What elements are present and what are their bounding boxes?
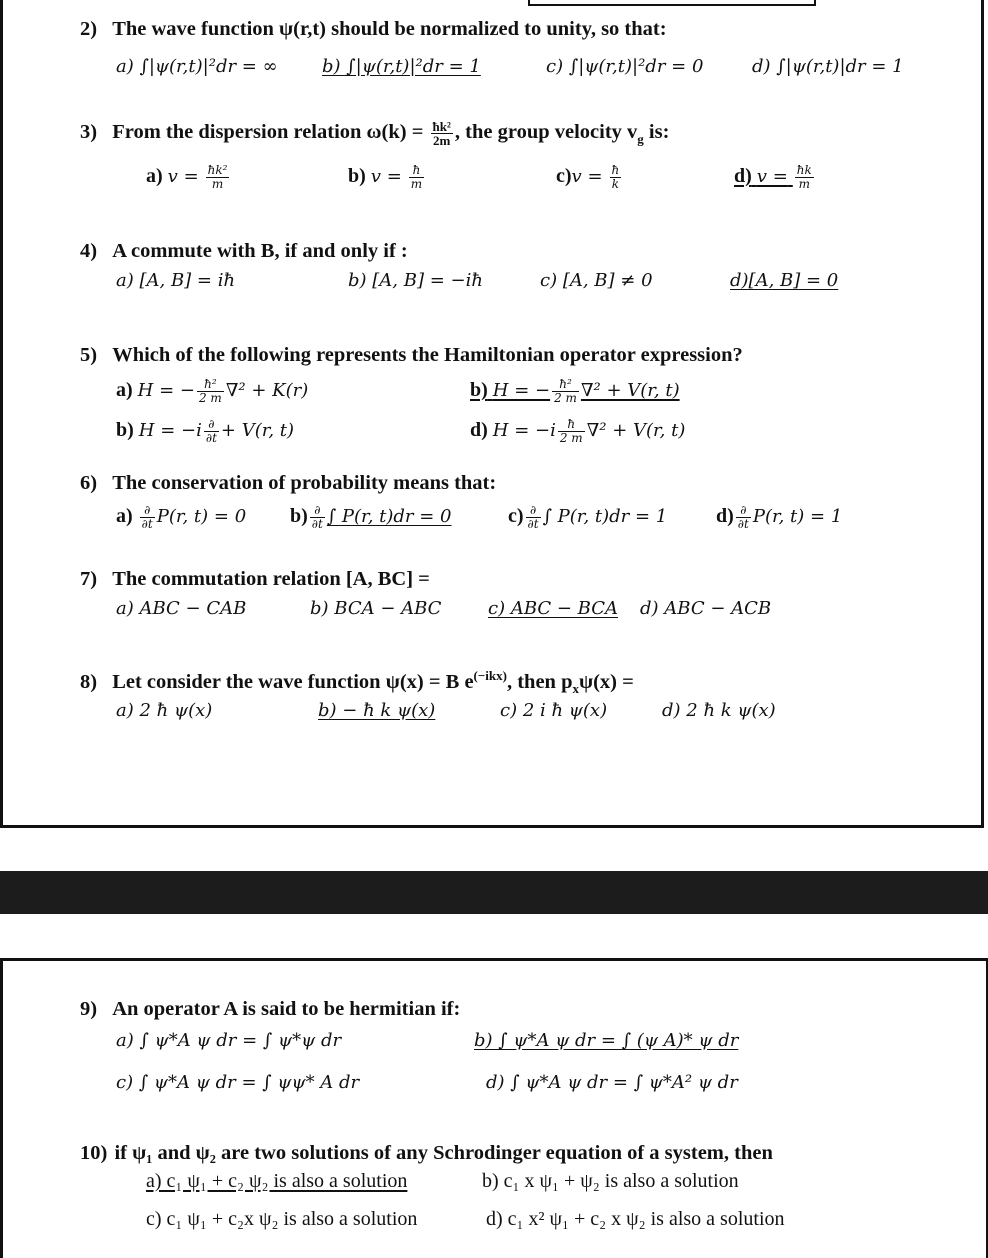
option-c[interactable] xyxy=(556,164,623,191)
fraction-denominator: ∂t xyxy=(527,517,539,531)
option-b[interactable] xyxy=(470,378,680,405)
question-number: 8) xyxy=(80,670,98,693)
fraction-denominator: k xyxy=(611,177,620,191)
fraction-denominator: 2 m xyxy=(559,431,583,445)
top-tab-edge xyxy=(528,0,816,6)
question-stem-end: is: xyxy=(643,121,670,144)
superscript: (−ikx) xyxy=(473,668,507,683)
question-number: 5) xyxy=(80,344,98,366)
question-3 xyxy=(80,120,669,147)
fraction-denominator: m xyxy=(410,177,423,191)
option-letter: a) xyxy=(116,379,133,402)
fraction-numerator: ħ xyxy=(558,418,585,432)
option-c[interactable]: c) ∫ ψ*A ψ dr = ∫ ψψ* A dr xyxy=(116,1072,360,1093)
option-rhs: + V(r, t) xyxy=(220,420,295,442)
option-c[interactable] xyxy=(116,418,294,445)
option-a[interactable]: a) 2 ħ ψ(x) xyxy=(116,700,213,721)
question-2 xyxy=(80,18,667,41)
option-letter: d) xyxy=(734,165,752,188)
fraction-numerator: ħ xyxy=(409,164,424,178)
question-number: 9) xyxy=(80,998,98,1020)
fraction-numerator: ∂ xyxy=(310,504,325,518)
question-4 xyxy=(80,240,408,263)
option-lhs: H = −i xyxy=(492,420,556,442)
option-a[interactable] xyxy=(116,504,246,531)
option-d[interactable]: d) c₁ x² ψ₁ + c₂ x ψ₂ is also a solution xyxy=(486,1208,785,1230)
option-lhs: v = xyxy=(370,166,402,188)
option-c[interactable]: c) ∫|ψ(r,t)|²dr = 0 xyxy=(546,56,704,77)
option-d[interactable]: d) ABC − ACB xyxy=(640,598,772,619)
question-stem: Let consider the wave function ψ(x) = B e xyxy=(112,670,474,693)
option-d[interactable]: d) ∫|ψ(r,t)|dr = 1 xyxy=(752,56,904,77)
option-b[interactable]: b) c₁ x ψ₁ + ψ₂ is also a solution xyxy=(482,1170,739,1192)
option-b[interactable]: b) ∫ ψ*A ψ dr = ∫ (ψ A)* ψ dr xyxy=(474,1030,739,1051)
option-rhs: ∇² + V(r, t) xyxy=(586,420,686,442)
option-c[interactable]: c) [A, B] ≠ 0 xyxy=(540,270,653,291)
option-a[interactable]: a) ABC − CAB xyxy=(116,598,247,619)
option-letter: a) xyxy=(116,505,133,528)
option-lhs: v = xyxy=(571,166,603,188)
fraction-denominator: ∂t xyxy=(205,431,217,445)
question-stem: The conservation of probability means that: xyxy=(112,472,497,494)
page-separator xyxy=(0,871,988,914)
option-letter: b) xyxy=(348,165,366,188)
option-lhs: v = xyxy=(167,166,199,188)
question-stem-cont: , then p xyxy=(506,670,573,693)
subscript: g xyxy=(637,131,644,147)
question-stem: An operator A is said to be hermitian if: xyxy=(112,998,461,1020)
fraction-numerator: ħk xyxy=(796,163,812,177)
option-c[interactable]: c) 2 i ħ ψ(x) xyxy=(500,700,608,721)
option-b[interactable] xyxy=(348,164,426,191)
option-b[interactable]: b) BCA − ABC xyxy=(310,598,442,619)
fraction-numerator: ħ² xyxy=(552,378,579,392)
option-d[interactable]: d) ∫ ψ*A ψ dr = ∫ ψ*A² ψ dr xyxy=(486,1072,738,1093)
option-b[interactable]: b) − ħ k ψ(x) xyxy=(318,700,436,721)
fraction-denominator: m xyxy=(211,177,224,191)
option-a[interactable] xyxy=(116,378,308,405)
option-a[interactable]: a) ∫ ψ*A ψ dr = ∫ ψ*ψ dr xyxy=(116,1030,342,1051)
option-rhs: ∫ P(r, t)dr = 0 xyxy=(326,506,452,528)
option-rhs: ∫ P(r, t)dr = 1 xyxy=(542,506,668,528)
fraction-denominator: 2 m xyxy=(554,391,577,405)
option-letter: a) xyxy=(146,165,163,188)
question-number: 4) xyxy=(80,240,98,262)
fraction-numerator: ħ xyxy=(611,163,620,177)
option-a[interactable]: a) c₁ ψ₁ + c₂ ψ₂ is also a solution xyxy=(146,1170,408,1192)
option-lhs: v = xyxy=(756,166,788,188)
fraction-numerator: ∂ xyxy=(140,504,155,518)
question-stem: if ψ₁ and ψ₂ are two solutions of any Schrodinger equation of a system, then xyxy=(114,1142,773,1164)
question-6 xyxy=(80,472,496,495)
question-stem: Which of the following represents the Hamiltonian operator expression? xyxy=(112,344,743,366)
option-letter: c) xyxy=(556,165,572,188)
question-stem: The wave function ψ(r,t) should be normalized to unity, so that: xyxy=(112,18,667,40)
option-lhs: H = −i xyxy=(138,420,202,442)
option-letter: b) xyxy=(116,419,134,442)
fraction-denominator: ∂t xyxy=(311,517,323,531)
question-stem: From the dispersion relation ω(k) = xyxy=(112,121,424,144)
fraction-denominator: 2m xyxy=(433,133,451,148)
option-letter: b) xyxy=(470,379,488,402)
option-letter: b) xyxy=(290,505,308,528)
option-c[interactable]: c) ABC − BCA xyxy=(488,598,619,619)
option-letter: d) xyxy=(716,505,734,528)
option-c[interactable]: c) c₁ ψ₁ + c₂x ψ₂ is also a solution xyxy=(146,1208,418,1230)
question-9 xyxy=(80,998,460,1021)
question-stem: A commute with B, if and only if : xyxy=(112,240,408,262)
question-stem-cont: , the group velocity v xyxy=(454,121,638,144)
fraction-numerator: ∂ xyxy=(526,504,541,518)
option-d[interactable]: d)[A, B] = 0 xyxy=(730,270,839,291)
question-stem-end: ψ(x) = xyxy=(578,670,634,693)
option-a[interactable]: a) [A, B] = iħ xyxy=(116,270,236,291)
option-lhs: H = − xyxy=(137,380,195,402)
subscript: x xyxy=(572,680,579,696)
question-number: 10) xyxy=(80,1142,108,1164)
option-c[interactable] xyxy=(508,504,667,531)
option-d[interactable] xyxy=(716,504,842,531)
option-d[interactable] xyxy=(734,164,816,191)
question-10 xyxy=(80,1142,773,1165)
fraction-denominator: ∂t xyxy=(737,517,749,531)
option-a[interactable]: a) ∫|ψ(r,t)|²dr = ∞ xyxy=(116,56,278,77)
option-rhs: ∇² + K(r) xyxy=(225,380,309,402)
fraction-numerator: ħk² xyxy=(432,119,451,134)
question-5 xyxy=(80,344,743,367)
fraction-denominator: 2 m xyxy=(198,391,222,405)
option-d[interactable]: d) 2 ħ k ψ(x) xyxy=(662,700,776,721)
option-a[interactable] xyxy=(146,164,231,191)
option-b[interactable]: b) [A, B] = −iħ xyxy=(348,270,483,291)
question-number: 7) xyxy=(80,568,98,590)
fraction-numerator: ∂ xyxy=(736,504,751,518)
option-d[interactable] xyxy=(470,418,685,445)
option-b[interactable]: b) ∫|ψ(r,t)|²dr = 1 xyxy=(322,56,481,77)
option-rhs: P(r, t) = 0 xyxy=(156,506,247,528)
fraction-numerator: ∂ xyxy=(204,418,219,432)
fraction-denominator: ∂t xyxy=(141,517,153,531)
question-number: 6) xyxy=(80,472,98,494)
option-letter: c) xyxy=(508,505,524,528)
option-letter: d) xyxy=(470,419,488,442)
question-number: 3) xyxy=(80,121,98,144)
option-rhs: ∇² + V(r, t) xyxy=(580,380,680,402)
option-b[interactable] xyxy=(290,504,452,531)
fraction-numerator: ħk² xyxy=(207,163,228,177)
question-8 xyxy=(80,668,634,697)
question-number: 2) xyxy=(80,18,98,40)
fraction-numerator: ħ² xyxy=(197,378,224,392)
question-stem: The commutation relation [A, BC] = xyxy=(112,568,430,590)
fraction-denominator: m xyxy=(798,177,810,191)
question-7 xyxy=(80,568,430,591)
option-rhs: P(r, t) = 1 xyxy=(752,506,843,528)
option-lhs: H = − xyxy=(492,380,551,402)
